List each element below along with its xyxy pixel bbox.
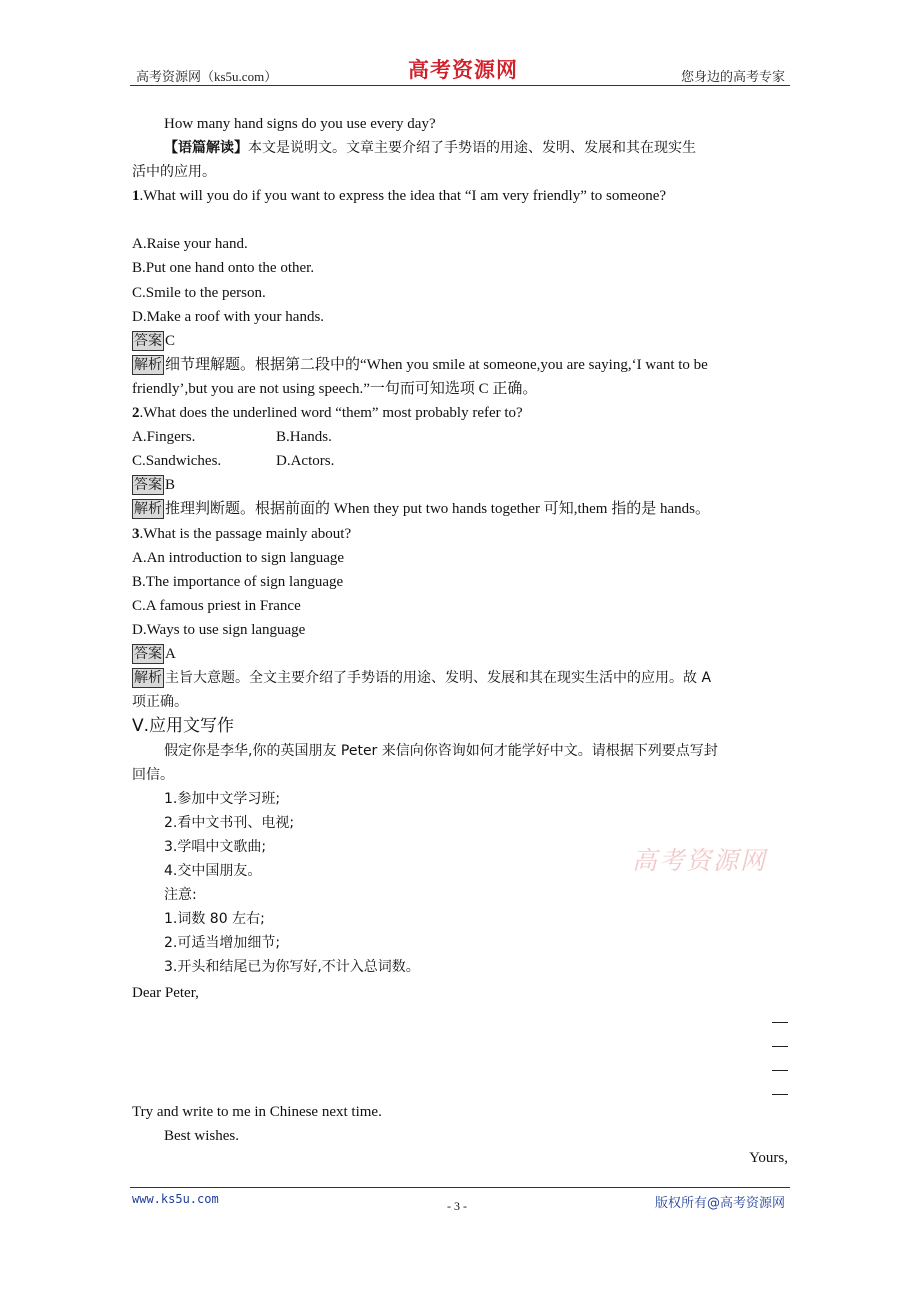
- letter-greeting: Dear Peter,: [132, 985, 199, 1001]
- letter-closing: Try and write to me in Chinese next time.: [132, 1104, 382, 1120]
- header-divider: [130, 85, 790, 86]
- passage-summary: [164, 137, 824, 159]
- answer-label: 答案: [134, 477, 162, 493]
- q3-answer: [132, 643, 792, 665]
- letter-signoff: Yours,: [749, 1150, 788, 1166]
- q1-option-a: A.Raise your hand.: [132, 236, 248, 252]
- answer-label: 答案: [134, 646, 162, 662]
- passage-last-line: How many hand signs do you use every day?: [164, 116, 436, 132]
- question-text: .What is the passage mainly about?: [139, 526, 352, 542]
- answer-blank-line: [772, 1046, 788, 1047]
- q3-analysis-cont: 项正确。: [132, 694, 188, 710]
- header-logo: 高考资源网: [408, 57, 518, 82]
- answer-value: A: [165, 646, 176, 662]
- letter-wishes: Best wishes.: [164, 1128, 239, 1144]
- q1-option-c: C.Smile to the person.: [132, 285, 266, 301]
- analysis-label: 解析: [134, 670, 162, 686]
- passage-summary-cont: 活中的应用。: [132, 164, 216, 180]
- q1-analysis: [132, 354, 792, 376]
- answer-value: B: [165, 477, 176, 493]
- q2-option-d: D.Actors.: [276, 453, 335, 469]
- point-3: 3.学唱中文歌曲;: [164, 839, 267, 855]
- footer-divider: [130, 1187, 790, 1188]
- q2-analysis: [132, 498, 792, 520]
- q3-option-a: A.An introduction to sign language: [132, 550, 345, 566]
- q2-answer: [132, 474, 792, 496]
- writing-prompt: 假定你是李华,你的英国朋友 Peter 来信向你咨询如何才能学好中文。请根据下列要点写封: [164, 743, 718, 759]
- answer-value: C: [165, 333, 176, 349]
- point-2: 2.看中文书刊、电视;: [164, 815, 295, 831]
- q2-options-row-2: [132, 450, 792, 472]
- writing-prompt-cont: 回信。: [132, 767, 174, 783]
- q3-option-b: B.The importance of sign language: [132, 574, 344, 590]
- analysis-text: 细节理解题。根据第二段中的“When you smile at someone,you are saying,‘I want to be: [165, 357, 708, 373]
- question-number: 3: [132, 526, 140, 542]
- question-text: .What will you do if you want to express the idea that “I am very friendly” to someone?: [139, 188, 667, 204]
- q3-option-c: C.A famous priest in France: [132, 598, 301, 614]
- watermark: 高考资源网: [632, 846, 768, 875]
- q1-option-d: D.Make a roof with your hands.: [132, 309, 325, 325]
- question-2-stem: [132, 402, 792, 424]
- analysis-label: 解析: [134, 501, 162, 517]
- q3-analysis: [132, 667, 792, 689]
- question-number: 1: [132, 188, 140, 204]
- q2-option-a: A.Fingers.: [132, 429, 196, 445]
- q1-option-b: B.Put one hand onto the other.: [132, 260, 315, 276]
- analysis-text: 主旨大意题。全文主要介绍了手势语的用途、发明、发展和其在现实生活中的应用。故 A: [165, 670, 712, 686]
- analysis-text: 推理判断题。根据前面的 When they put two hands together 可知,them 指的是 hands。: [165, 501, 710, 517]
- footer-link[interactable]: www.ks5u.com: [132, 1192, 219, 1206]
- answer-blank-line: [772, 1070, 788, 1071]
- point-1: 1.参加中文学习班;: [164, 791, 281, 807]
- page-number: - 3 -: [447, 1199, 467, 1213]
- question-1-stem: [132, 185, 792, 207]
- q1-analysis-cont: friendly’,but you are not using speech.”一句而可知选项 C 正确。: [132, 381, 538, 397]
- point-4: 4.交中国朋友。: [164, 863, 262, 879]
- question-text: .What does the underlined word “them” most probably refer to?: [139, 405, 523, 421]
- header-site-name: 高考资源网（ks5u.com）: [136, 69, 278, 84]
- q2-option-c: C.Sandwiches.: [132, 453, 222, 469]
- section-title: Ⅴ.应用文写作: [132, 716, 235, 736]
- answer-blank-line: [772, 1022, 788, 1023]
- answer-blank-line: [772, 1094, 788, 1095]
- summary-text: 本文是说明文。文章主要介绍了手势语的用途、发明、发展和其在现实生: [248, 140, 696, 156]
- answer-label: 答案: [134, 333, 162, 349]
- summary-tag: 【语篇解读】: [164, 140, 248, 156]
- note-1: 1.词数 80 左右;: [164, 911, 265, 927]
- question-number: 2: [132, 405, 140, 421]
- footer-copyright: 版权所有@高考资源网: [654, 1196, 785, 1211]
- note-2: 2.可适当增加细节;: [164, 935, 281, 951]
- question-3-stem: [132, 523, 792, 545]
- q3-option-d: D.Ways to use sign language: [132, 622, 306, 638]
- q1-answer: [132, 330, 792, 352]
- note-3: 3.开头和结尾已为你写好,不计入总词数。: [164, 959, 420, 975]
- header-slogan: 您身边的高考专家: [680, 69, 785, 84]
- note-title: 注意:: [164, 887, 197, 903]
- q2-option-b: B.Hands.: [276, 429, 332, 445]
- q2-options-row-1: [132, 426, 792, 448]
- analysis-label: 解析: [134, 357, 162, 373]
